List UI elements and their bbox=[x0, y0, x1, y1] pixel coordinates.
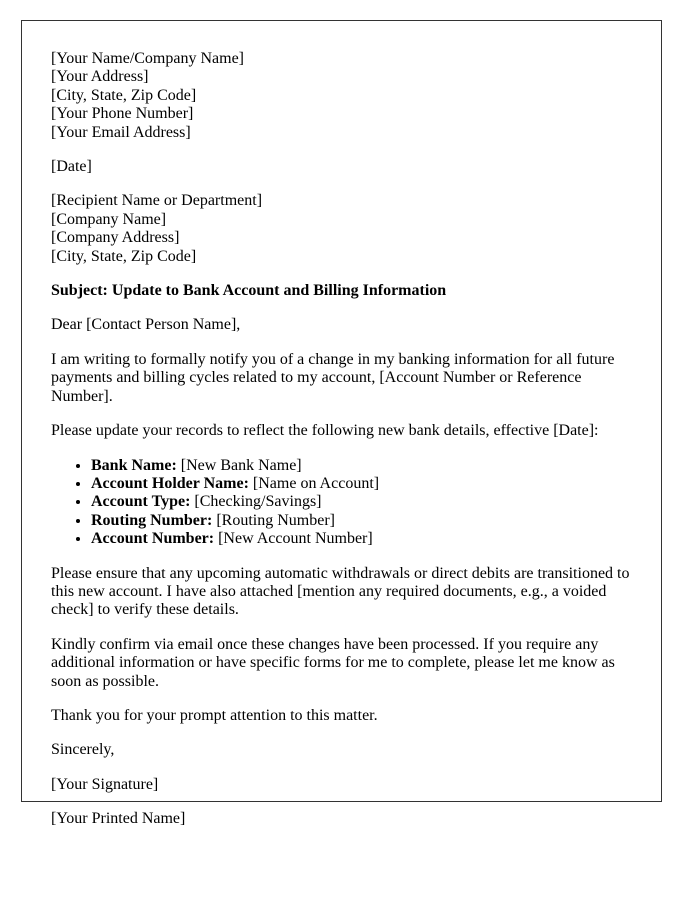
routing-number-label: Routing Number: bbox=[91, 511, 213, 529]
recipient-address-block bbox=[51, 192, 632, 266]
signature-placeholder: [Your Signature] bbox=[51, 775, 159, 793]
account-type-value: [Checking/Savings] bbox=[194, 493, 322, 511]
recipient-name-line: [Recipient Name or Department] bbox=[51, 192, 263, 210]
list-item-account-type bbox=[91, 493, 632, 511]
recipient-company-address-line: [Company Address] bbox=[51, 229, 180, 247]
paragraph-confirm: Kindly confirm via email once these changes have been processed. If you require any additional information or have specific forms for me to complete, please let me know as soon as possible. bbox=[51, 635, 615, 690]
sender-city-line: [City, State, Zip Code] bbox=[51, 86, 197, 104]
closing-line: Sincerely, bbox=[51, 741, 115, 759]
sender-address-block bbox=[51, 50, 632, 142]
list-item-routing-number bbox=[91, 512, 632, 530]
sender-address-line: [Your Address] bbox=[51, 68, 149, 86]
account-type-label: Account Type: bbox=[91, 493, 191, 511]
list-item-bank-name bbox=[91, 457, 632, 475]
sender-name-line: [Your Name/Company Name] bbox=[51, 50, 245, 67]
page-background bbox=[0, 20, 700, 920]
bank-details-list bbox=[51, 457, 632, 549]
salutation: Dear [Contact Person Name], bbox=[51, 316, 241, 334]
paragraph-transition: Please ensure that any upcoming automatic withdrawals or direct debits are transitioned to this new account. I have also attached [mention any required documents, e.g., a voided check] to verify these details. bbox=[51, 564, 630, 619]
account-number-value: [New Account Number] bbox=[218, 530, 373, 548]
recipient-city-line: [City, State, Zip Code] bbox=[51, 247, 197, 265]
paragraph-thanks: Thank you for your prompt attention to this matter. bbox=[51, 706, 378, 724]
letter-document bbox=[21, 20, 662, 828]
subject-line: Subject: Update to Bank Account and Billing Information bbox=[51, 282, 447, 300]
list-item-account-holder bbox=[91, 475, 632, 493]
routing-number-value: [Routing Number] bbox=[216, 511, 335, 529]
account-holder-value: [Name on Account] bbox=[252, 474, 380, 492]
bank-name-value: [New Bank Name] bbox=[180, 456, 302, 474]
account-holder-label: Account Holder Name: bbox=[91, 474, 249, 492]
recipient-company-line: [Company Name] bbox=[51, 210, 167, 228]
list-item-account-number bbox=[91, 530, 632, 548]
printed-name-placeholder: [Your Printed Name] bbox=[51, 810, 186, 828]
sender-email-line: [Your Email Address] bbox=[51, 123, 191, 141]
account-number-label: Account Number: bbox=[91, 530, 215, 548]
date-line: [Date] bbox=[51, 158, 92, 176]
sender-phone-line: [Your Phone Number] bbox=[51, 105, 194, 123]
paragraph-update-request: Please update your records to reflect the following new bank details, effective [Date]: bbox=[51, 422, 599, 440]
paragraph-notify: I am writing to formally notify you of a change in my banking information for all future payments and billing cycles related to my account, [Account Number or Reference Number]. bbox=[51, 350, 615, 405]
bank-name-label: Bank Name: bbox=[91, 456, 177, 474]
